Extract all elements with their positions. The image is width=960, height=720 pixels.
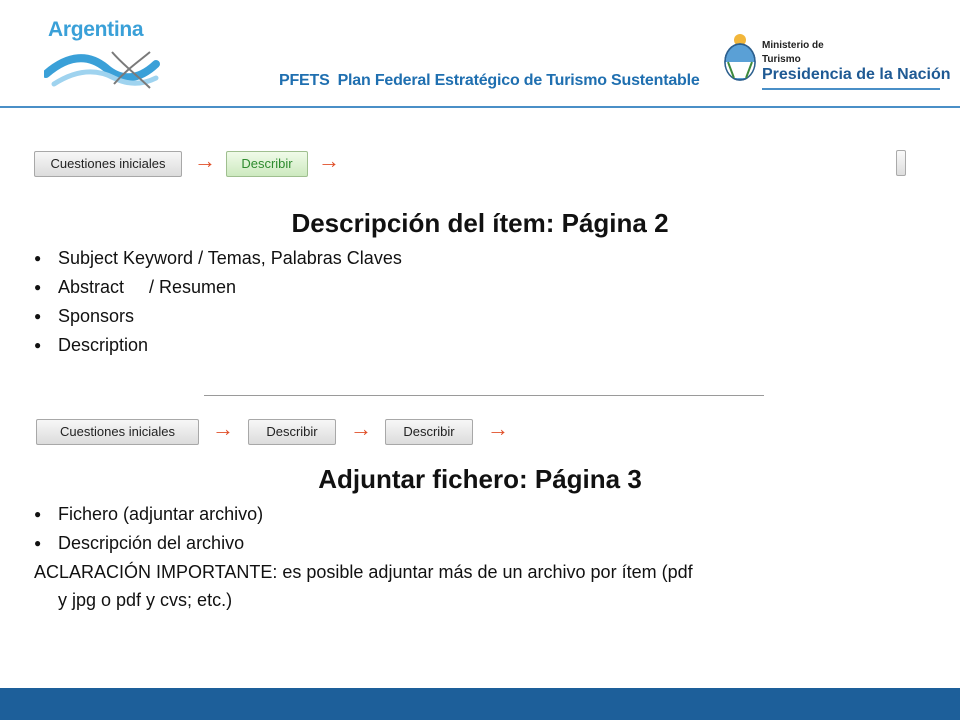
page-footer-bar: [0, 688, 960, 720]
page-header: [0, 0, 960, 108]
section-1-title: Descripción del ítem: Página 2: [291, 208, 669, 238]
step-arrow-icon: →: [318, 148, 340, 173]
bullet-icon: ●: [34, 280, 42, 294]
program-name: Plan Federal Estratégico de Turismo Sustentable: [337, 72, 700, 89]
program-acronym: PFETS: [279, 72, 330, 89]
step-arrow-icon: →: [212, 416, 234, 441]
bullet-icon: ●: [34, 507, 42, 521]
ministry-underline: [762, 88, 940, 90]
step-describir-active-button[interactable]: Describir: [226, 151, 308, 177]
step-describir-button[interactable]: Describir: [248, 419, 336, 445]
ministry-line-3: Presidencia de la Nación: [762, 66, 951, 83]
important-note: [34, 558, 934, 614]
step-cuestiones-iniciales-button[interactable]: Cuestiones iniciales: [34, 151, 182, 177]
program-banner: [279, 72, 700, 90]
list-item: ● Sponsors: [34, 302, 402, 331]
section-2-bullet-list: [34, 500, 263, 558]
partial-button[interactable]: [896, 150, 906, 176]
bullet-icon: ●: [34, 338, 42, 352]
list-item: ● Descripción del archivo: [34, 529, 263, 558]
bullet-icon: ●: [34, 309, 42, 323]
national-seal-icon: [722, 32, 758, 82]
header-divider: [0, 106, 960, 108]
section-2-title: Adjuntar fichero: Página 3: [318, 464, 642, 494]
ministry-logo: [708, 20, 951, 100]
step-cuestiones-iniciales-button[interactable]: Cuestiones iniciales: [36, 419, 199, 445]
list-item: ● Fichero (adjuntar archivo): [34, 500, 263, 529]
ministry-line-2: Turismo: [762, 54, 801, 65]
step-describir-button[interactable]: Describir: [385, 419, 473, 445]
section-1-bullet-list: [34, 244, 402, 360]
list-item: ● Description: [34, 331, 402, 360]
bullet-icon: ●: [34, 536, 42, 550]
important-note-line-1: ACLARACIÓN IMPORTANTE: es posible adjuntar más de un archivo por ítem (pdf: [34, 562, 693, 582]
section-divider: [204, 395, 764, 396]
important-note-line-2: y jpg o pdf y cvs; etc.): [58, 590, 233, 610]
argentina-logo: [44, 14, 164, 94]
step-arrow-icon: →: [487, 416, 509, 441]
step-arrow-icon: →: [350, 416, 372, 441]
bullet-icon: ●: [34, 251, 42, 265]
list-item: ● Subject Keyword / Temas, Palabras Claves: [34, 244, 402, 273]
argentina-logo-word: Argentina: [48, 18, 144, 41]
list-item: ● Abstract / Resumen: [34, 273, 402, 302]
step-arrow-icon: →: [194, 148, 216, 173]
ministry-line-1: Ministerio de: [762, 40, 824, 51]
argentina-wave-icon: [44, 44, 164, 94]
